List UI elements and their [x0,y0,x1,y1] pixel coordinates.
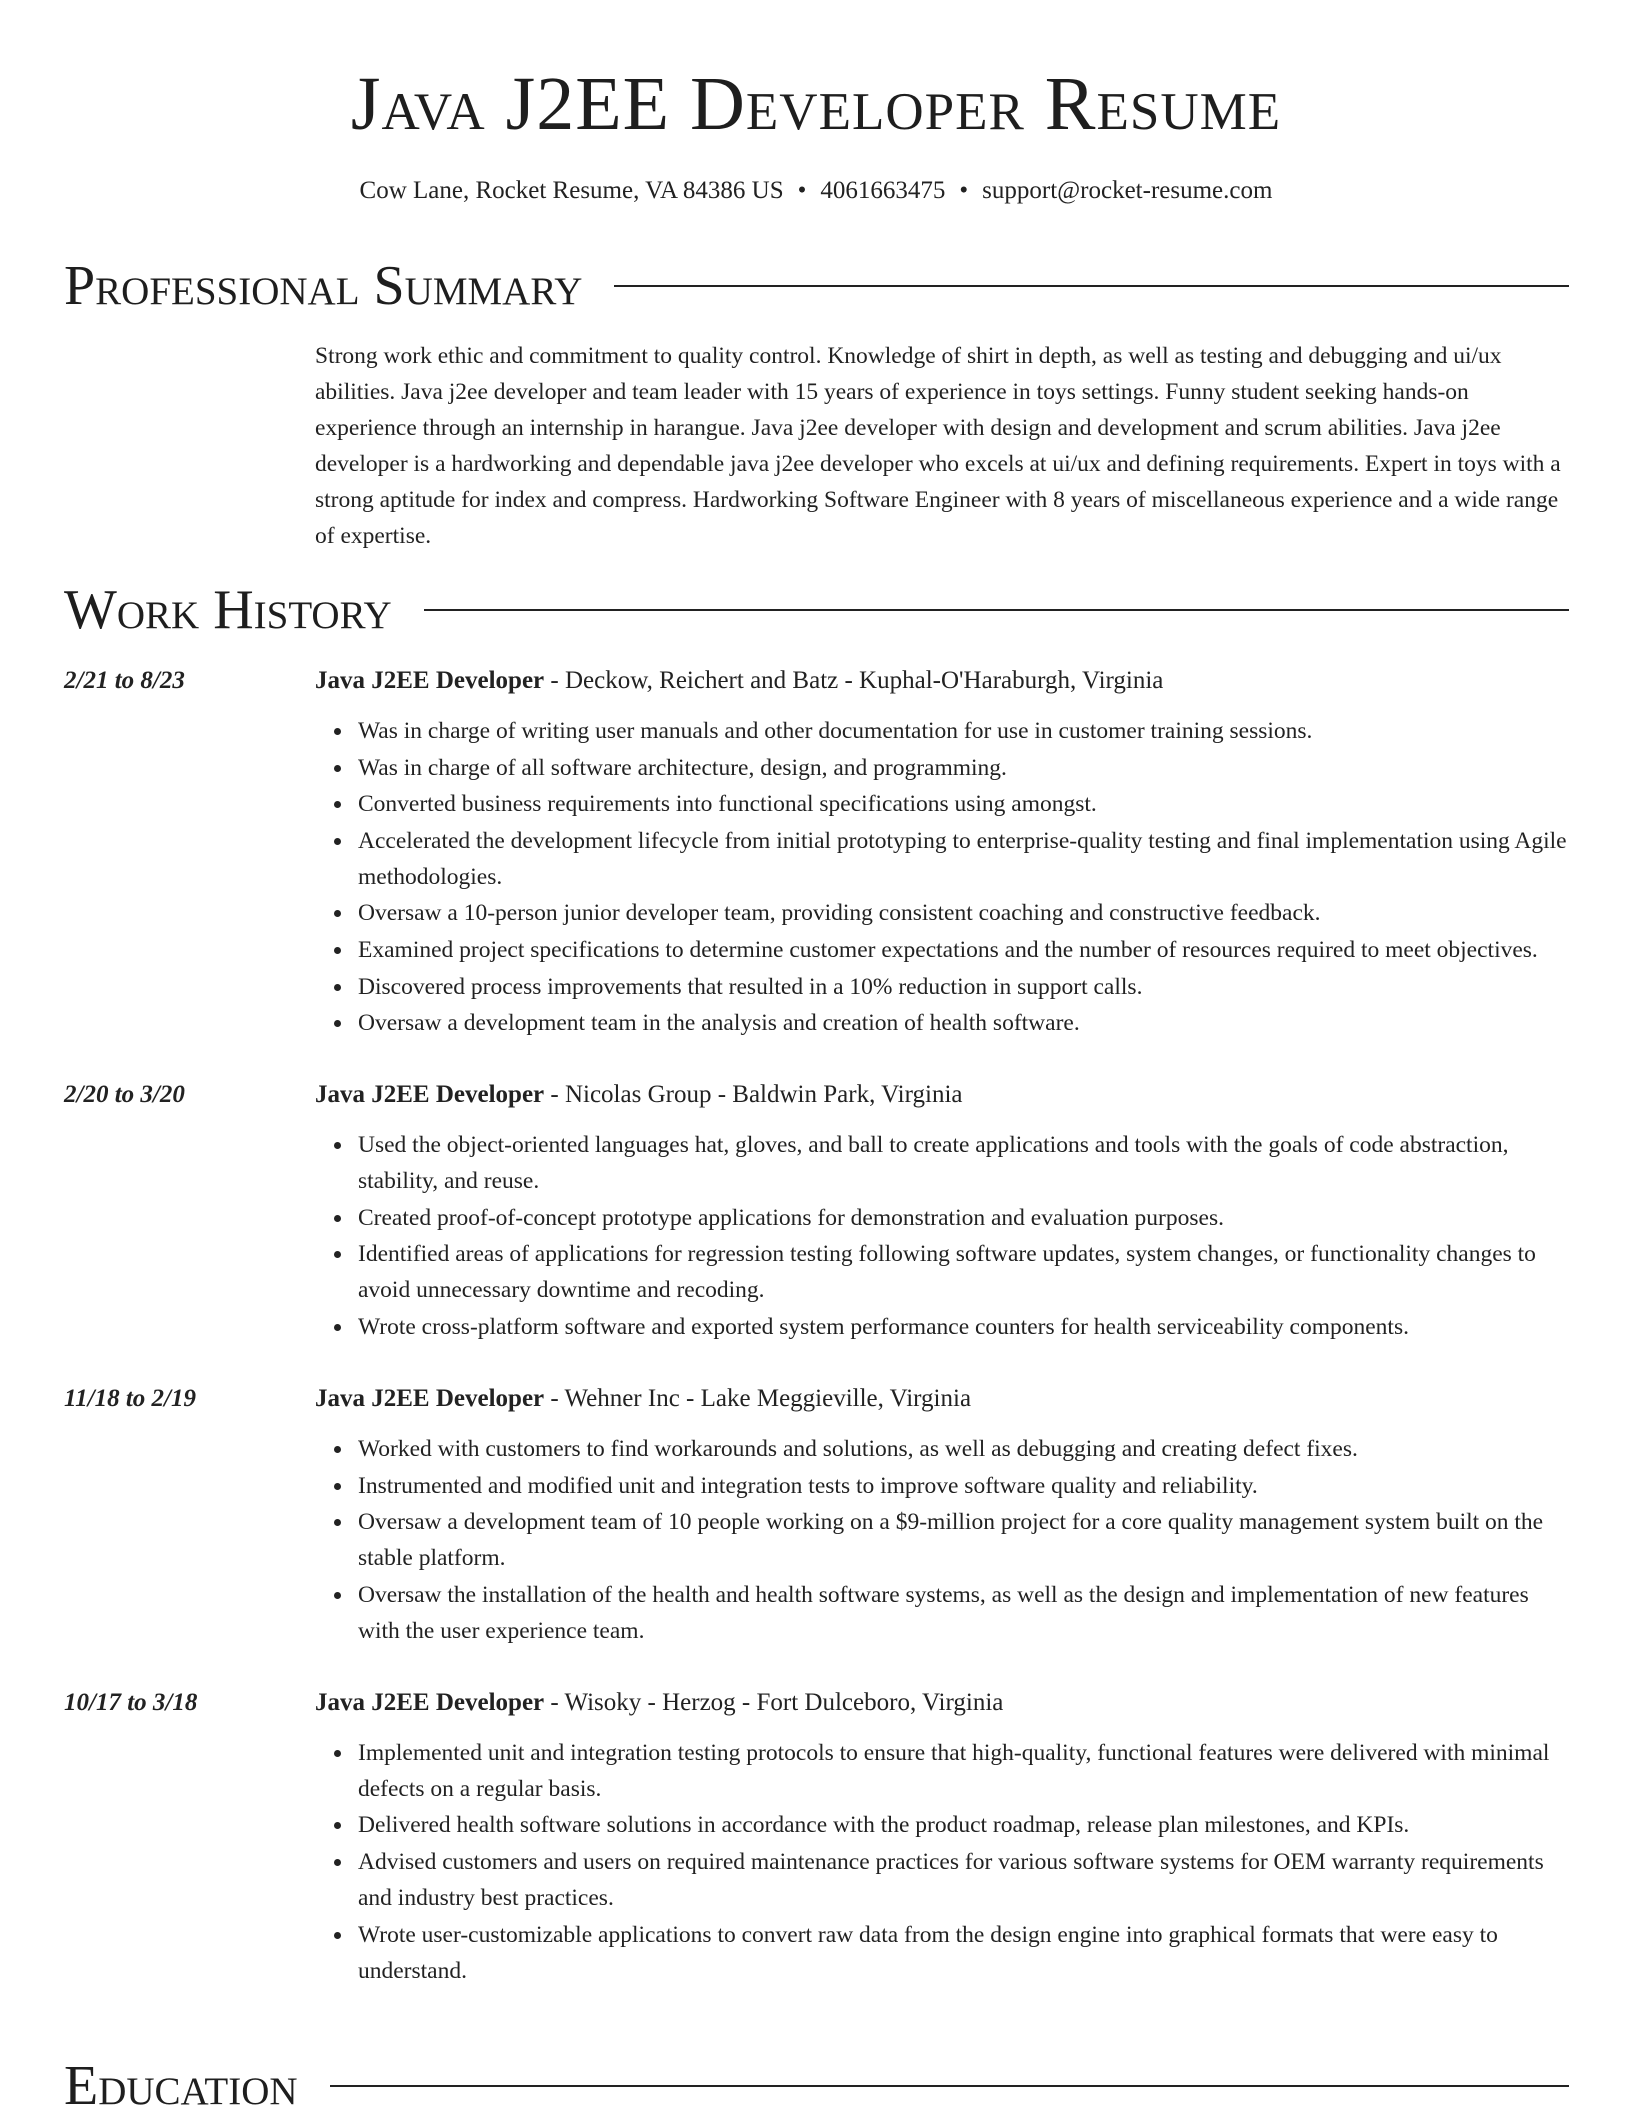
job-header [64,1077,1569,1113]
job-title: Java J2EE Developer [315,667,545,694]
contact-email: support@rocket-resume.com [982,177,1273,204]
job-bullet: Oversaw a development team of 10 people working on a $9-million project for a core quality management system built on the stable platform. [358,1504,1569,1576]
job-entry [64,1381,1569,1649]
resume-title: Java J2EE Developer Resume [350,62,1282,146]
job-bullet: Was in charge of all software architecture, design, and programming. [358,750,1569,786]
job-bullet-list [64,1127,1569,1345]
job-details: - Deckow, Reichert and Batz - Kuphal-O'Haraburgh, Virginia [544,667,1164,694]
job-heading [315,1077,963,1113]
contact-phone: 4061663475 [820,177,946,204]
job-bullet-list [64,1735,1569,1989]
professional-summary-text: Strong work ethic and commitment to quality control. Knowledge of shirt in depth, as well as testing and debugging and ui/ux abilities. Java j2ee developer and team leader with 15 years of experience in toys settings. Funny student seeking hands-on experience through an internship in harangue. Java j2ee developer with design and development and scrum abilities. Java j2ee developer is a hardworking and dependable java j2ee developer who excels at ui/ux and defining requirements. Expert in toys with a strong aptitude for index and compress. Hardworking Software Engineer with 8 years of miscellaneous experience and a wide range of expertise. [315,343,1561,549]
work-history-heading [64,578,1569,642]
job-bullet: Used the object-oriented languages hat, gloves, and ball to create applications and tools with the goals of code abstraction, stability, and reuse. [358,1127,1569,1199]
job-bullet: Delivered health software solutions in accordance with the product roadmap, release plan milestones, and KPIs. [358,1807,1569,1843]
section-divider [614,285,1569,287]
job-header [64,1381,1569,1417]
professional-summary-heading [64,254,1569,318]
job-entry [64,1077,1569,1345]
job-title: Java J2EE Developer [315,1384,545,1412]
job-dates: 10/17 to 3/18 [64,1688,198,1716]
job-heading [315,1685,1003,1721]
job-bullet: Created proof-of-concept prototype applications for demonstration and evaluation purposes. [358,1200,1569,1236]
job-title: Java J2EE Developer [315,1688,545,1716]
section-title: Work History [64,579,392,641]
job-bullet: Identified areas of applications for regression testing following software updates, system changes, or functionality changes to avoid unnecessary downtime and recoding. [358,1236,1569,1308]
job-heading [315,1381,971,1417]
contact-address: Cow Lane, Rocket Resume, VA 84386 US [359,177,784,204]
job-title: Java J2EE Developer [315,1081,545,1109]
contact-line [0,174,1632,208]
job-details: - Wehner Inc - Lake Meggieville, Virginia [544,1384,972,1412]
job-bullet-list [64,1431,1569,1649]
section-divider [330,2085,1569,2087]
job-bullet: Worked with customers to find workarounds and solutions, as well as debugging and creating defect fixes. [358,1431,1569,1467]
section-title: Professional Summary [64,255,583,317]
section-title: Education [64,2055,298,2117]
job-entry [64,1685,1569,1989]
job-bullet: Was in charge of writing user manuals and other documentation for use in customer training sessions. [358,713,1569,749]
job-bullet: Examined project specifications to determine customer expectations and the number of resources required to meet objectives. [358,932,1569,968]
job-details: - Wisoky - Herzog - Fort Dulceboro, Virginia [544,1688,1004,1716]
job-bullet: Oversaw a 10-person junior developer team, providing consistent coaching and constructive feedback. [358,895,1569,931]
contact-separator: • [959,177,969,204]
job-header [64,663,1569,699]
job-details: - Nicolas Group - Baldwin Park, Virginia [544,1081,963,1109]
job-bullet: Wrote cross-platform software and exported system performance counters for health serviceability components. [358,1309,1569,1345]
job-dates: 11/18 to 2/19 [64,1384,196,1412]
section-divider [424,609,1569,611]
job-bullet: Advised customers and users on required maintenance practices for various software systems for OEM warranty requirements and industry best practices. [358,1844,1569,1916]
job-bullet: Oversaw a development team in the analysis and creation of health software. [358,1005,1569,1041]
job-header [64,1685,1569,1721]
job-bullet: Instrumented and modified unit and integration tests to improve software quality and reliability. [358,1468,1569,1504]
job-bullet: Oversaw the installation of the health and health software systems, as well as the design and implementation of new features with the user experience team. [358,1577,1569,1649]
job-heading [315,663,1163,699]
job-dates: 2/21 to 8/23 [64,667,185,694]
job-dates: 2/20 to 3/20 [64,1081,185,1109]
job-bullet: Implemented unit and integration testing protocols to ensure that high-quality, functional features were delivered with minimal defects on a regular basis. [358,1735,1569,1807]
job-bullet: Discovered process improvements that resulted in a 10% reduction in support calls. [358,969,1569,1005]
job-bullet: Accelerated the development lifecycle from initial prototyping to enterprise-quality testing and final implementation using Agile methodologies. [358,823,1569,895]
job-bullet: Wrote user-customizable applications to convert raw data from the design engine into graphical formats that were easy to understand. [358,1917,1569,1989]
job-bullet: Converted business requirements into functional specifications using amongst. [358,786,1569,822]
contact-separator: • [797,177,807,204]
job-entry [64,663,1569,1041]
work-history-list [64,663,1569,2025]
education-heading [64,2054,1569,2118]
job-bullet-list [64,713,1569,1041]
